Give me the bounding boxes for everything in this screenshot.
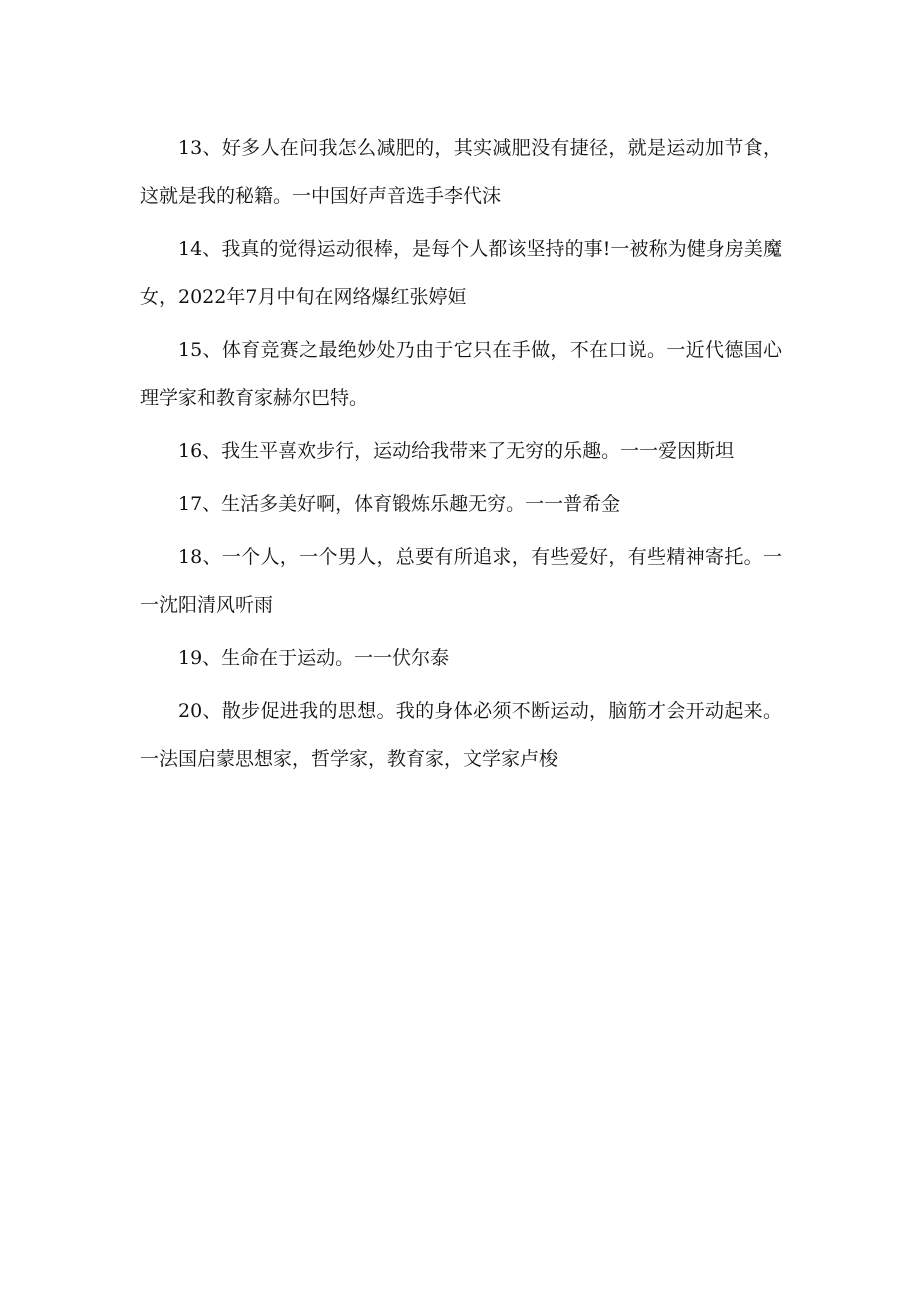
quote-paragraph-14: 14、我真的觉得运动很棒，是每个人都该坚持的事!一被称为健身房美魔女，2022年7月中旬在网络爆红张婷姮 — [140, 238, 782, 308]
quote-paragraph-19: 19、生命在于运动。一一伏尔泰 — [178, 647, 450, 669]
quote-paragraph-17: 17、生活多美好啊，体育锻炼乐趣无穷。一一普希金 — [178, 493, 621, 515]
quote-paragraph-16: 16、我生平喜欢步行，运动给我带来了无穷的乐趣。一一爱因斯坦 — [178, 440, 735, 462]
document-body — [140, 124, 782, 788]
quote-paragraph-15: 15、体育竞赛之最绝妙处乃由于它只在手做，不在口说。一近代德国心理学家和教育家赫尔巴特。 — [140, 339, 782, 409]
quote-paragraph-18: 18、一个人，一个男人，总要有所追求，有些爱好，有些精神寄托。一一沈阳清风听雨 — [140, 546, 782, 616]
quote-paragraph-13: 13、好多人在问我怎么减肥的，其实减肥没有捷径，就是运动加节食，这就是我的秘籍。一中国好声音选手李代沫 — [140, 137, 782, 207]
quote-paragraph-20: 20、散步促进我的思想。我的身体必须不断运动，脑筋才会开动起来。一法国启蒙思想家，哲学家，教育家，文学家卢梭 — [140, 700, 782, 770]
